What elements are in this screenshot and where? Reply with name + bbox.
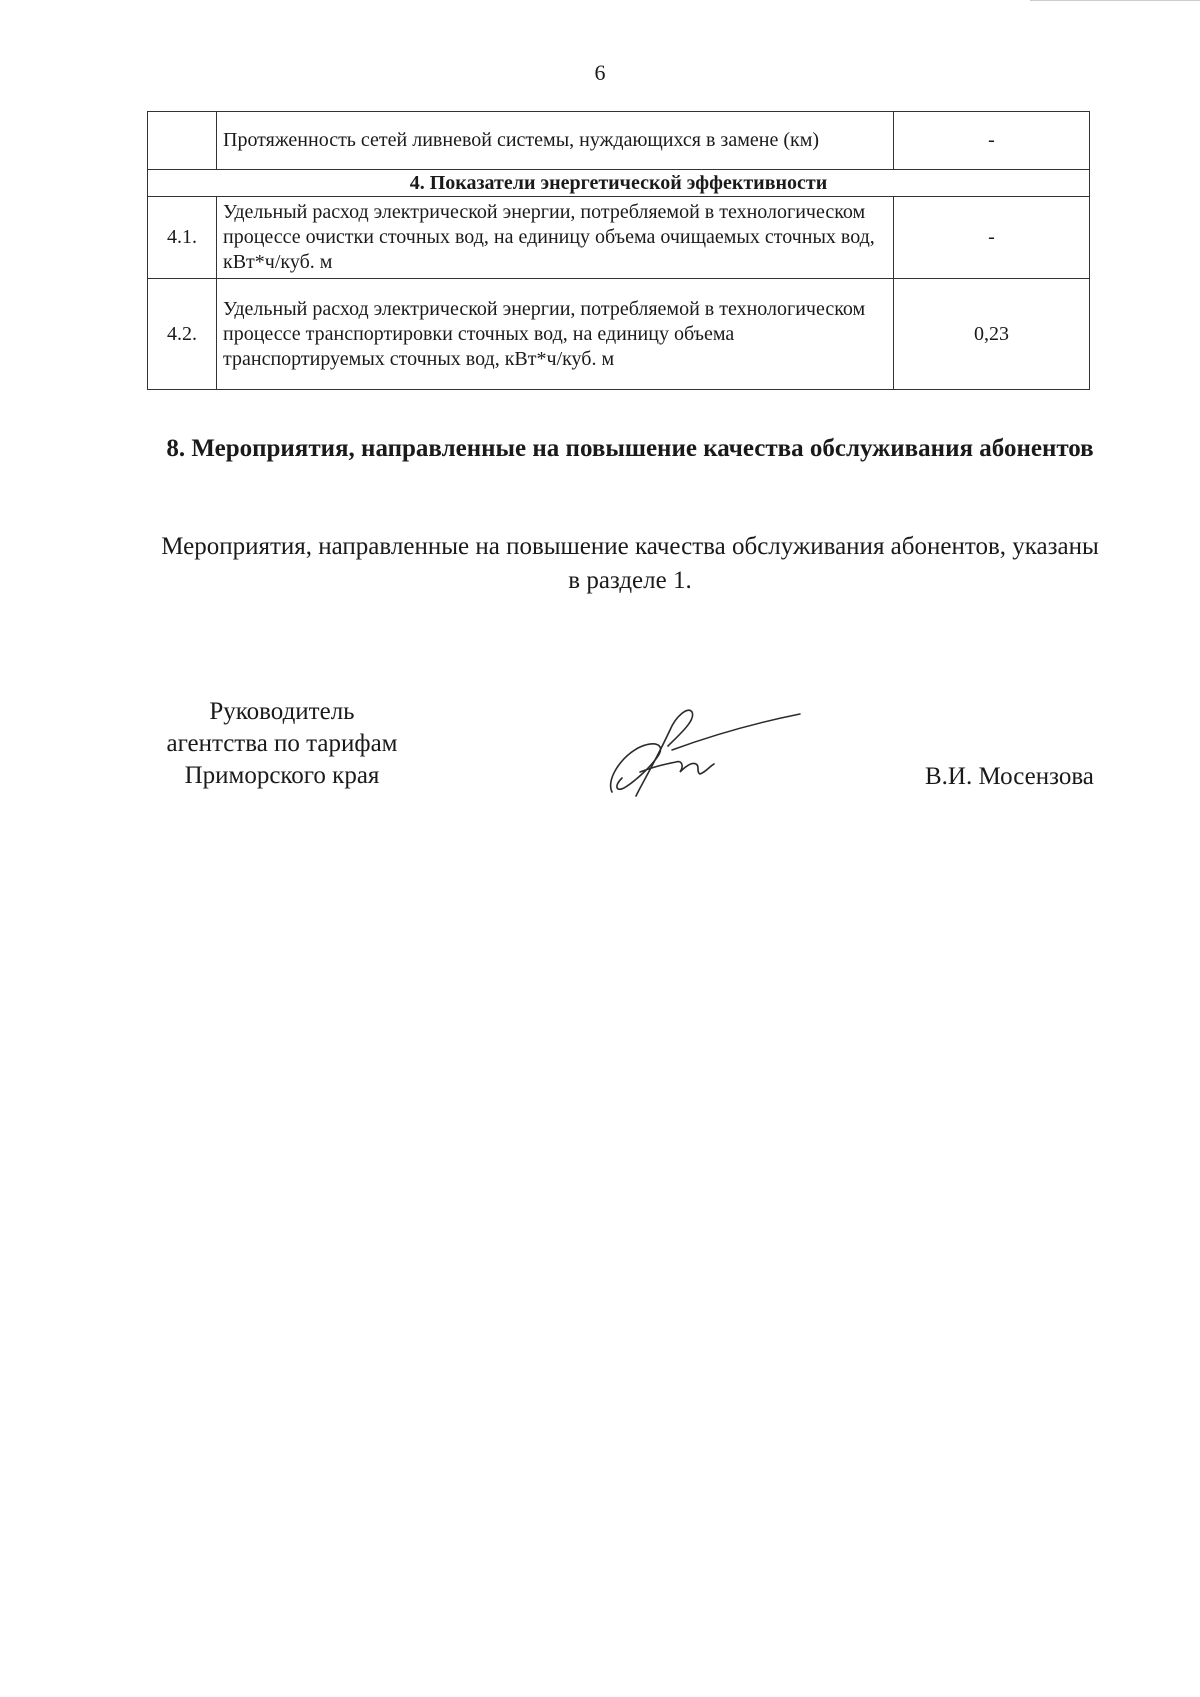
page-number: 6 [594,60,606,85]
table-section-row [148,170,1090,197]
signer-position-line: Приморского края [184,762,380,789]
row-number: 4.1. [148,197,217,279]
row-number: 4.2. [148,279,217,390]
signer-position [127,696,437,792]
section-title: 4. Показатели энергетической эффективности [148,170,1090,197]
row-description: Удельный расход электрической энергии, потребляемой в технологическом процессе транспортировки сточных вод, на единицу объема транспортируемых сточных вод, кВт*ч/куб. м [217,279,894,390]
signer-position-line: Руководитель [209,698,355,725]
handwritten-signature [600,700,810,800]
table-row [148,279,1090,390]
row-description: Удельный расход электрической энергии, потребляемой в технологическом процессе очистки сточных вод, на единицу объема очищаемых сточных вод, кВт*ч/куб. м [217,197,894,279]
scan-edge-line [1030,0,1200,1]
indicators-table [147,111,1090,390]
section-8-heading: 8. Мероприятия, направленные на повышение качества обслуживания абонентов [166,435,1094,462]
section-8-text: Мероприятия, направленные на повышение качества обслуживания абонентов, указаны в разделе 1. [161,533,1099,594]
signer-position-line: агентства по тарифам [166,730,398,757]
row-value: - [894,112,1090,170]
row-value: - [894,197,1090,279]
table-row [148,112,1090,170]
table-row [148,197,1090,279]
row-number [148,112,217,170]
signer-name: В.И. Мосензова [925,763,1094,790]
row-description: Протяженность сетей ливневой системы, нуждающихся в замене (км) [217,112,894,170]
row-value: 0,23 [894,279,1090,390]
